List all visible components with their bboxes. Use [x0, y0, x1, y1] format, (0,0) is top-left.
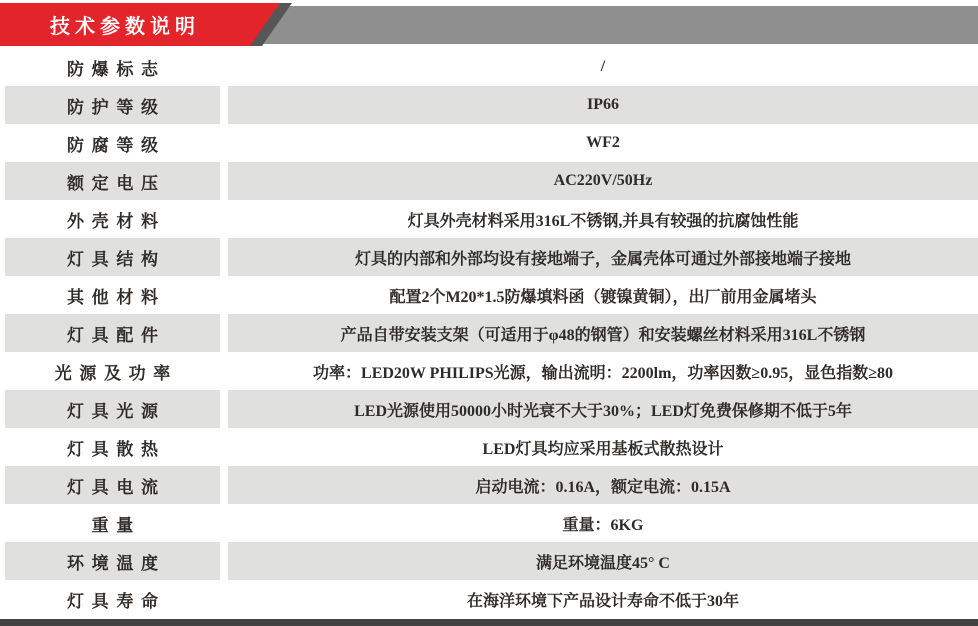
- table-row: [0, 200, 978, 238]
- parameter-name-cell: 其他材料: [67, 287, 166, 307]
- section-header-banner: [0, 3, 978, 46]
- parameter-value-cell: 灯具的内部和外部均设有接地端子，金属壳体可通过外部接地端子接地: [228, 238, 978, 276]
- parameter-value-cell: 灯具外壳材料采用316L不锈钢,并具有较强的抗腐蚀性能: [407, 212, 799, 230]
- parameter-name-cell: 灯具配件: [5, 314, 220, 352]
- table-row: [0, 314, 978, 352]
- table-row: [0, 48, 978, 86]
- parameter-value-cell: LED灯具均应采用基板式散热设计: [482, 440, 724, 458]
- parameter-name-cell: 灯具散热: [67, 439, 166, 459]
- parameter-name-cell: 外壳材料: [67, 211, 166, 231]
- table-row: [0, 352, 978, 390]
- page-footer-bar: [0, 619, 978, 626]
- parameter-value-cell: /: [600, 58, 606, 75]
- parameter-name-cell: 防护等级: [5, 86, 220, 124]
- parameter-name-cell: 灯具结构: [5, 238, 220, 276]
- table-row: [0, 238, 978, 276]
- table-row: [0, 86, 978, 124]
- parameter-name-cell: 防爆标志: [67, 59, 166, 79]
- parameter-value-cell: 产品自带安装支架（可适用于φ48的钢管）和安装螺丝材料采用316L不锈钢: [228, 314, 978, 352]
- parameter-value-cell: AC220V/50Hz: [228, 162, 978, 200]
- parameter-value-cell: 满足环境温度45° C: [228, 542, 978, 580]
- table-row: [0, 428, 978, 466]
- table-row: [0, 466, 978, 504]
- parameter-value-cell: 重量：6KG: [562, 516, 644, 534]
- table-row: [0, 504, 978, 542]
- parameter-value-cell: WF2: [586, 134, 620, 151]
- parameter-name-cell: 灯具光源: [5, 390, 220, 428]
- section-title: 技术参数说明: [50, 16, 200, 38]
- table-row: [0, 390, 978, 428]
- table-row: [0, 162, 978, 200]
- parameter-name-cell: 灯具电流: [5, 466, 220, 504]
- parameter-value-cell: 配置2个M20*1.5防爆填料函（镀镍黄铜），出厂前用金属堵头: [389, 288, 817, 306]
- parameter-value-cell: 功率：LED20W PHILIPS光源，输出流明：2200lm，功率因数≥0.95，显色指数≥80: [313, 364, 893, 382]
- spec-table: [0, 48, 978, 618]
- parameter-value-cell: IP66: [228, 86, 978, 124]
- parameter-value-cell: 启动电流：0.16A，额定电流：0.15A: [228, 466, 978, 504]
- table-row: [0, 276, 978, 314]
- parameter-value-cell: LED光源使用50000小时光衰不大于30%；LED灯免费保修期不低于5年: [228, 390, 978, 428]
- parameter-name-cell: 光源及功率: [54, 363, 178, 383]
- parameter-name-cell: 防腐等级: [67, 135, 166, 155]
- parameter-name-cell: 重量: [91, 515, 141, 535]
- parameter-value-cell: 在海洋环境下产品设计寿命不低于30年: [466, 592, 739, 610]
- table-row: [0, 124, 978, 162]
- table-row: [0, 542, 978, 580]
- parameter-name-cell: 环境温度: [5, 542, 220, 580]
- table-row: [0, 580, 978, 618]
- parameter-name-cell: 额定电压: [5, 162, 220, 200]
- parameter-name-cell: 灯具寿命: [67, 591, 166, 611]
